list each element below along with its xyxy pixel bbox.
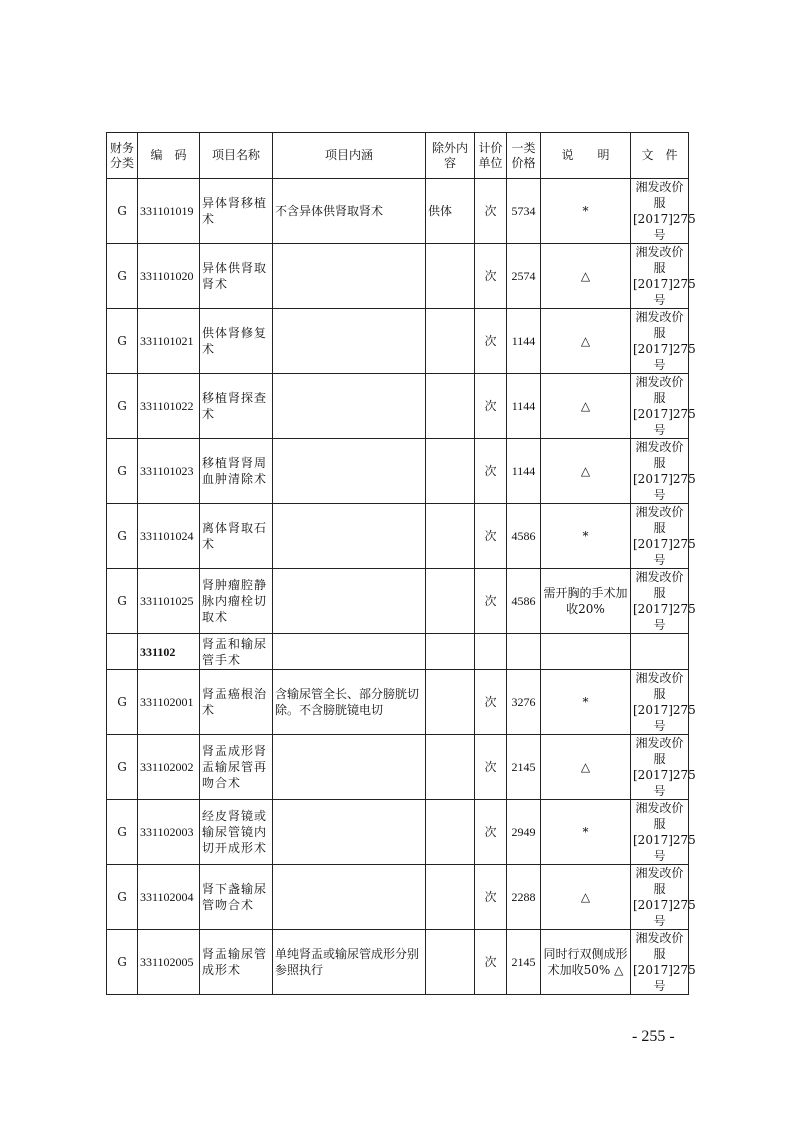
cell-unit: 次 xyxy=(475,670,507,735)
cell-category: G xyxy=(107,179,138,244)
cell-price xyxy=(507,634,541,670)
cell-document: 湘发改价服[2017]275号 xyxy=(631,439,689,504)
cell-category: G xyxy=(107,439,138,504)
cell-code: 331101020 xyxy=(138,244,200,309)
cell-exclusion xyxy=(426,735,475,800)
cell-content xyxy=(273,800,426,865)
cell-exclusion xyxy=(426,800,475,865)
cell-item-name: 肾盂和输尿管手术 xyxy=(200,634,273,670)
table-row xyxy=(107,865,689,930)
header-cat: 财务分类 xyxy=(107,133,138,179)
cell-price: 3276 xyxy=(507,670,541,735)
table-row xyxy=(107,244,689,309)
cell-unit: 次 xyxy=(475,569,507,634)
cell-category xyxy=(107,634,138,670)
cell-unit: 次 xyxy=(475,179,507,244)
header-code: 编 码 xyxy=(138,133,200,179)
cell-unit: 次 xyxy=(475,374,507,439)
cell-content: 不含异体供肾取肾术 xyxy=(273,179,426,244)
cell-note: * xyxy=(541,179,631,244)
cell-document: 湘发改价服[2017]275号 xyxy=(631,244,689,309)
cell-note xyxy=(541,634,631,670)
cell-document: 湘发改价服[2017]275号 xyxy=(631,504,689,569)
cell-price: 2145 xyxy=(507,930,541,995)
cell-content: 单纯肾盂或输尿管成形分别参照执行 xyxy=(273,930,426,995)
cell-exclusion xyxy=(426,930,475,995)
cell-unit: 次 xyxy=(475,865,507,930)
cell-note: △ xyxy=(541,439,631,504)
cell-price: 2145 xyxy=(507,735,541,800)
table-row xyxy=(107,800,689,865)
cell-category: G xyxy=(107,374,138,439)
cell-category: G xyxy=(107,244,138,309)
cell-price: 2288 xyxy=(507,865,541,930)
cell-category: G xyxy=(107,309,138,374)
cell-content: 含输尿管全长、部分膀胱切除。不含膀胱镜电切 xyxy=(273,670,426,735)
cell-document: 湘发改价服[2017]275号 xyxy=(631,179,689,244)
cell-document: 湘发改价服[2017]275号 xyxy=(631,569,689,634)
cell-unit: 次 xyxy=(475,504,507,569)
cell-exclusion: 供体 xyxy=(426,179,475,244)
cell-category: G xyxy=(107,504,138,569)
cell-unit: 次 xyxy=(475,309,507,374)
cell-content xyxy=(273,309,426,374)
cell-code: 331102005 xyxy=(138,930,200,995)
cell-price: 1144 xyxy=(507,374,541,439)
cell-content xyxy=(273,374,426,439)
cell-unit xyxy=(475,634,507,670)
table-header-row xyxy=(107,133,689,179)
cell-content xyxy=(273,735,426,800)
table-row xyxy=(107,569,689,634)
cell-code: 331102001 xyxy=(138,670,200,735)
cell-content xyxy=(273,865,426,930)
cell-content xyxy=(273,634,426,670)
cell-document: 湘发改价服[2017]275号 xyxy=(631,374,689,439)
cell-price: 1144 xyxy=(507,309,541,374)
table-row xyxy=(107,930,689,995)
cell-exclusion xyxy=(426,374,475,439)
cell-code: 331101021 xyxy=(138,309,200,374)
cell-exclusion xyxy=(426,504,475,569)
cell-document: 湘发改价服[2017]275号 xyxy=(631,930,689,995)
cell-code: 331101022 xyxy=(138,374,200,439)
cell-code: 331102002 xyxy=(138,735,200,800)
price-table xyxy=(106,132,696,995)
cell-content xyxy=(273,504,426,569)
cell-note: 需开胸的手术加收20% xyxy=(541,569,631,634)
header-price: 一类价格 xyxy=(507,133,541,179)
cell-code: 331101025 xyxy=(138,569,200,634)
cell-document: 湘发改价服[2017]275号 xyxy=(631,670,689,735)
cell-note: △ xyxy=(541,374,631,439)
table-row xyxy=(107,309,689,374)
cell-category: G xyxy=(107,569,138,634)
header-note: 说 明 xyxy=(541,133,631,179)
table-row xyxy=(107,374,689,439)
cell-note: * xyxy=(541,800,631,865)
cell-exclusion xyxy=(426,634,475,670)
cell-code: 331102 xyxy=(138,634,200,670)
cell-category: G xyxy=(107,865,138,930)
cell-note: 同时行双侧成形术加收50% △ xyxy=(541,930,631,995)
cell-price: 4586 xyxy=(507,569,541,634)
cell-item-name: 肾盂输尿管成形术 xyxy=(200,930,273,995)
cell-exclusion xyxy=(426,244,475,309)
cell-item-name: 移植肾肾周血肿清除术 xyxy=(200,439,273,504)
cell-unit: 次 xyxy=(475,735,507,800)
cell-code: 331101023 xyxy=(138,439,200,504)
table-row xyxy=(107,439,689,504)
cell-note: * xyxy=(541,670,631,735)
header-name: 项目名称 xyxy=(200,133,273,179)
cell-item-name: 经皮肾镜或输尿管镜内切开成形术 xyxy=(200,800,273,865)
cell-content xyxy=(273,244,426,309)
table-row xyxy=(107,504,689,569)
header-unit: 计价单位 xyxy=(475,133,507,179)
cell-exclusion xyxy=(426,569,475,634)
cell-unit: 次 xyxy=(475,800,507,865)
cell-price: 2949 xyxy=(507,800,541,865)
page-number: - 255 - xyxy=(632,1028,675,1045)
cell-unit: 次 xyxy=(475,930,507,995)
cell-category: G xyxy=(107,670,138,735)
cell-unit: 次 xyxy=(475,244,507,309)
cell-item-name: 肾盂癌根治术 xyxy=(200,670,273,735)
table-row xyxy=(107,670,689,735)
cell-item-name: 肾盂成形肾盂输尿管再吻合术 xyxy=(200,735,273,800)
cell-code: 331102004 xyxy=(138,865,200,930)
header-doc: 文 件 xyxy=(631,133,689,179)
cell-note: △ xyxy=(541,244,631,309)
cell-note: * xyxy=(541,504,631,569)
cell-item-name: 供体肾修复术 xyxy=(200,309,273,374)
cell-exclusion xyxy=(426,865,475,930)
cell-code: 331101019 xyxy=(138,179,200,244)
cell-category: G xyxy=(107,735,138,800)
cell-item-name: 肾肿瘤腔静脉内瘤栓切取术 xyxy=(200,569,273,634)
cell-price: 5734 xyxy=(507,179,541,244)
cell-exclusion xyxy=(426,439,475,504)
cell-exclusion xyxy=(426,670,475,735)
cell-price: 2574 xyxy=(507,244,541,309)
cell-item-name: 离体肾取石术 xyxy=(200,504,273,569)
cell-item-name: 肾下盏输尿管吻合术 xyxy=(200,865,273,930)
cell-unit: 次 xyxy=(475,439,507,504)
header-exclude: 除外内容 xyxy=(426,133,475,179)
cell-document: 湘发改价服[2017]275号 xyxy=(631,735,689,800)
cell-content xyxy=(273,439,426,504)
cell-price: 1144 xyxy=(507,439,541,504)
cell-category: G xyxy=(107,930,138,995)
cell-code: 331101024 xyxy=(138,504,200,569)
cell-item-name: 异体供肾取肾术 xyxy=(200,244,273,309)
cell-content xyxy=(273,569,426,634)
cell-item-name: 移植肾探查术 xyxy=(200,374,273,439)
cell-document: 湘发改价服[2017]275号 xyxy=(631,865,689,930)
cell-price: 4586 xyxy=(507,504,541,569)
cell-code: 331102003 xyxy=(138,800,200,865)
cell-document: 湘发改价服[2017]275号 xyxy=(631,800,689,865)
cell-item-name: 异体肾移植术 xyxy=(200,179,273,244)
table-row xyxy=(107,634,689,670)
cell-document: 湘发改价服[2017]275号 xyxy=(631,309,689,374)
cell-note: △ xyxy=(541,865,631,930)
cell-document xyxy=(631,634,689,670)
header-content: 项目内涵 xyxy=(273,133,426,179)
cell-note: △ xyxy=(541,735,631,800)
table-row xyxy=(107,735,689,800)
cell-exclusion xyxy=(426,309,475,374)
cell-category: G xyxy=(107,800,138,865)
table-row xyxy=(107,179,689,244)
cell-note: △ xyxy=(541,309,631,374)
